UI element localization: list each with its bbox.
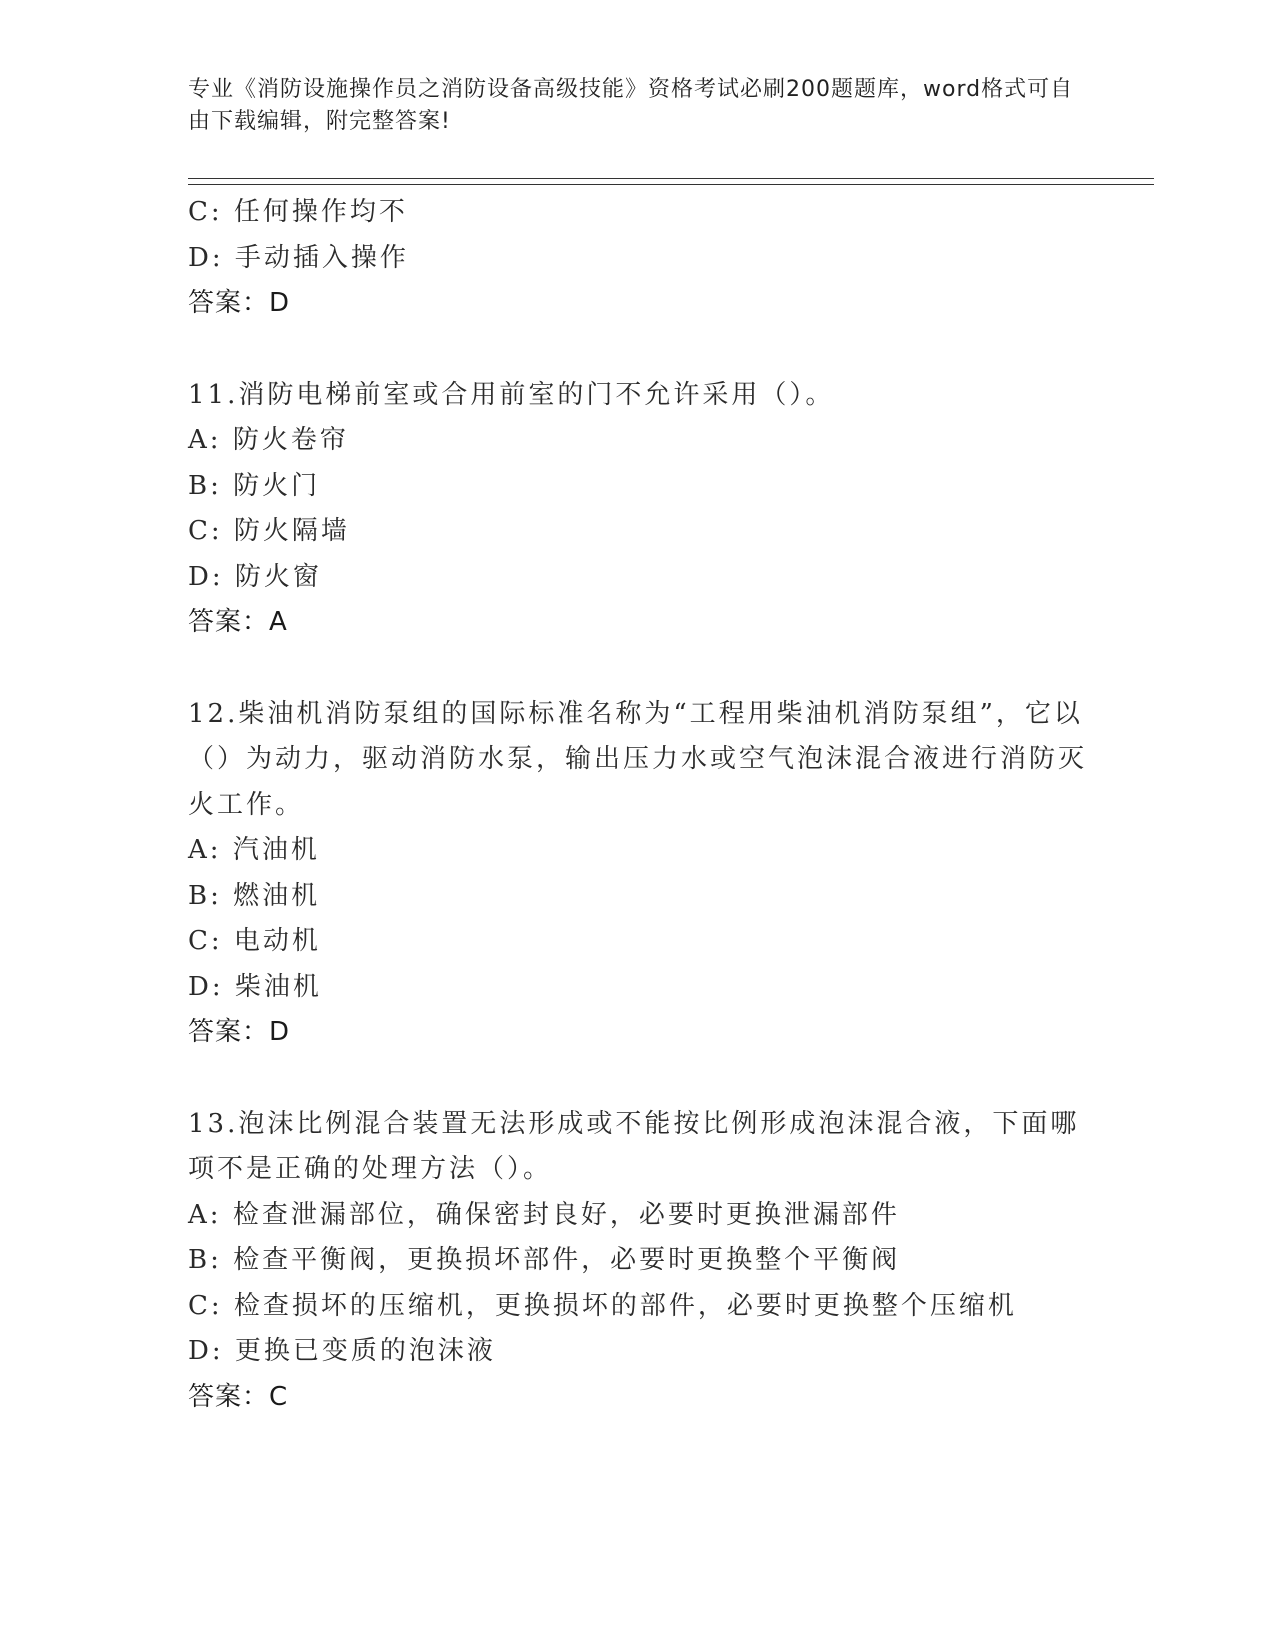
answer-line: 答案：D (188, 288, 291, 318)
option-a: A: 防火卷帘 (188, 425, 349, 455)
option-d: D: 更换已变质的泡沫液 (188, 1336, 496, 1366)
option-a: A: 检查泄漏部位，确保密封良好，必要时更换泄漏部件 (188, 1199, 900, 1230)
option-b: B: 防火门 (188, 470, 321, 501)
answer-line: 答案：D (188, 1017, 291, 1047)
option-d: D: 手动插入操作 (188, 242, 409, 273)
page-header: 专业《消防设施操作员之消防设备高级技能》资格考试必刷200题题库，word格式可自由下载编辑，附完整答案! (188, 77, 1074, 134)
question-11 (188, 373, 1088, 646)
option-c: C: 检查损坏的压缩机，更换损坏的部件，必要时更换整个压缩机 (188, 1290, 1017, 1321)
option-a: A: 汽油机 (188, 835, 320, 865)
question-13 (188, 1102, 1088, 1421)
answer-line: 答案：A (188, 607, 288, 637)
option-d: D: 防火窗 (188, 561, 322, 592)
continued-question (188, 190, 1088, 327)
option-c: C: 电动机 (188, 926, 321, 956)
header-rule-bottom (188, 184, 1154, 185)
answer-line: 答案：C (188, 1381, 289, 1412)
option-b: B: 燃油机 (188, 880, 321, 911)
header-rule-top (188, 178, 1154, 179)
question-stem: 13.泡沫比例混合装置无法形成或不能按比例形成泡沫混合液，下面哪项不是正确的处理方法（）。 (188, 1108, 1080, 1184)
question-stem: 12.柴油机消防泵组的国际标准名称为“工程用柴油机消防泵组”，它以（）为动力，驱动消防水泵，输出压力水或空气泡沫混合液进行消防灭火工作。 (188, 698, 1088, 820)
option-c: C: 任何操作均不 (188, 197, 408, 227)
question-content (188, 190, 1088, 1420)
question-12 (188, 692, 1088, 1056)
option-b: B: 检查平衡阀，更换损坏部件，必要时更换整个平衡阀 (188, 1245, 901, 1275)
option-d: D: 柴油机 (188, 971, 322, 1002)
option-c: C: 防火隔墙 (188, 516, 350, 546)
question-stem: 11.消防电梯前室或合用前室的门不允许采用（）。 (188, 379, 835, 410)
